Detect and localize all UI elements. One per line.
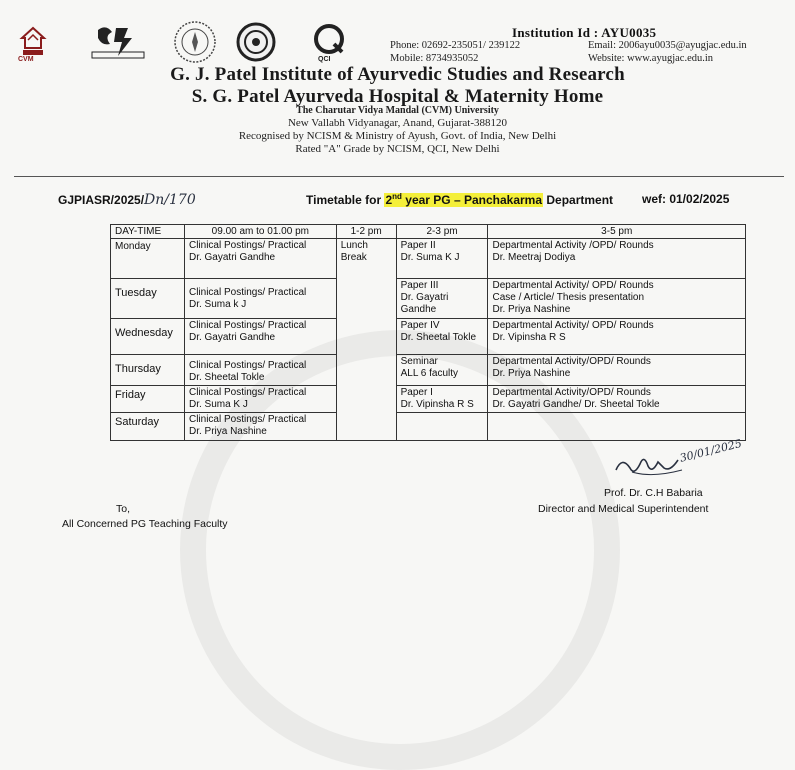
cell-text: Departmental Activity/ OPD/ Rounds	[492, 320, 654, 331]
three-five-cell	[488, 355, 746, 386]
timetable-table	[110, 224, 746, 441]
header-day-time: DAY-TIME	[111, 225, 185, 239]
three-five-cell	[488, 413, 746, 441]
cell-text: Dr. Gayatri Gandhe/ Dr. Sheetal Tokle	[492, 399, 660, 410]
cell-text: Seminar	[400, 356, 438, 367]
cell-text: Dr. Priya Nashine	[492, 304, 571, 315]
table-row	[111, 279, 746, 319]
cell-text: Clinical Postings/ Practical	[188, 387, 307, 398]
three-five-cell	[488, 239, 746, 279]
day-cell: Thursday	[111, 355, 185, 386]
three-five-cell	[488, 319, 746, 355]
cell-text: Dr. Suma K J	[188, 399, 248, 410]
timetable-title	[306, 192, 613, 207]
year-number: 2	[385, 193, 393, 207]
cell-text: Dr. Gayatri	[400, 292, 449, 303]
lunch-cell	[336, 239, 396, 441]
cell-text: Paper I	[400, 387, 433, 398]
cell-text: Dr. Vipinsha R S	[400, 399, 474, 410]
header-lunch-slot: 1-2 pm	[336, 225, 396, 239]
cell-text: Departmental Activity /OPD/ Rounds	[492, 240, 654, 251]
effective-date: wef: 01/02/2025	[642, 192, 730, 206]
cell-text: Break	[340, 252, 367, 263]
cell-text: Clinical Postings/ Practical	[188, 320, 307, 331]
three-five-cell	[488, 279, 746, 319]
morning-cell	[184, 413, 336, 441]
rating-line: Rated "A" Grade by NCISM, QCI, New Delhi	[295, 143, 500, 155]
table-row	[111, 386, 746, 413]
cell-text: Dr. Meetraj Dodiya	[492, 252, 576, 263]
cell-text: Clinical Postings/ Practical	[188, 287, 307, 298]
email-address: Email: 2006ayu0035@ayugjac.edu.in	[588, 40, 747, 51]
cell-text: Dr. Sheetal Tokle	[188, 372, 265, 383]
day-cell: Monday	[111, 239, 185, 279]
two-three-cell	[396, 279, 488, 319]
two-three-cell	[396, 355, 488, 386]
qci-logo-caption: QCI	[318, 56, 331, 63]
table-row	[111, 319, 746, 355]
day-cell: Wednesday	[111, 319, 185, 355]
header-three-five: 3-5 pm	[488, 225, 746, 239]
table-row	[111, 239, 746, 279]
ayush-emblem-logo	[88, 22, 148, 62]
signatory-name: Prof. Dr. C.H Babaria	[604, 487, 703, 499]
cell-text: Paper IV	[400, 320, 440, 331]
cell-text: Dr. Suma k J	[188, 299, 247, 310]
two-three-cell	[396, 413, 488, 441]
cvm-university-logo	[16, 24, 50, 58]
recognition-line: Recognised by NCISM & Ministry of Ayush, Govt. of India, New Delhi	[238, 130, 557, 142]
handwritten-number: Dn/170	[144, 192, 196, 208]
hospital-title: S. G. Patel Ayurveda Hospital & Maternity Home	[191, 86, 604, 107]
table-header-row	[111, 225, 746, 239]
signatory-title: Director and Medical Superintendent	[538, 503, 709, 515]
cell-text: Clinical Postings/ Practical	[188, 414, 307, 425]
reference-number	[58, 192, 196, 208]
institution-id: Institution Id : AYU0035	[512, 25, 657, 40]
to-label: To,	[116, 503, 131, 515]
cell-text: ALL 6 faculty	[400, 368, 459, 379]
cell-text: Case / Article/ Thesis presentation	[492, 292, 645, 303]
institute-title: G. J. Patel Institute of Ayurvedic Studies and Research	[170, 64, 625, 85]
morning-cell	[184, 355, 336, 386]
cell-text: Paper III	[400, 280, 439, 291]
website-url: Website: www.ayugjac.edu.in	[588, 53, 714, 64]
university-line: The Charutar Vidya Mandal (CVM) University	[296, 105, 499, 116]
table-row	[111, 413, 746, 441]
cell-text: Dr. Suma K J	[400, 252, 460, 263]
cell-text: Dr. Priya Nashine	[188, 426, 267, 437]
address-line: New Vallabh Vidyanagar, Anand, Gujarat-388120	[287, 117, 508, 129]
header-morning: 09.00 am to 01.00 pm	[184, 225, 336, 239]
day-cell: Saturday	[111, 413, 185, 441]
cell-text: Departmental Activity/ OPD/ Rounds	[492, 280, 654, 291]
two-three-cell	[396, 239, 488, 279]
cvm-logo-caption: CVM	[18, 56, 34, 63]
morning-cell	[184, 279, 336, 319]
table-row	[111, 355, 746, 386]
cell-text: Lunch	[340, 240, 368, 251]
three-five-cell	[488, 386, 746, 413]
cell-text: Gandhe	[400, 304, 437, 315]
cell-text: Clinical Postings/ Practical	[188, 240, 307, 251]
morning-cell	[184, 319, 336, 355]
nabh-logo	[236, 22, 276, 62]
header-divider	[14, 176, 784, 177]
cell-text: Dr. Priya Nashine	[492, 368, 571, 379]
highlighted-program	[384, 193, 543, 207]
two-three-cell	[396, 386, 488, 413]
header-two-three: 2-3 pm	[396, 225, 488, 239]
cell-text: Paper II	[400, 240, 436, 251]
cell-text: Departmental Activity/OPD/ Rounds	[492, 356, 651, 367]
recipients-line: All Concerned PG Teaching Faculty	[62, 518, 228, 530]
morning-cell	[184, 386, 336, 413]
cell-text: Departmental Activity/OPD/ Rounds	[492, 387, 651, 398]
day-cell: Friday	[111, 386, 185, 413]
morning-cell	[184, 239, 336, 279]
cell-text: Dr. Gayatri Gandhe	[188, 332, 276, 343]
two-three-cell	[396, 319, 488, 355]
program-name: year PG – Panchakarma	[401, 193, 543, 207]
day-cell: Tuesday	[111, 279, 185, 319]
signature-date: 30/01/2025	[678, 436, 744, 465]
cell-text: Dr. Gayatri Gandhe	[188, 252, 276, 263]
phone-number: Phone: 02692-235051/ 239122	[390, 40, 521, 51]
reference-prefix: GJPIASR/2025/	[58, 193, 145, 207]
mobile-number: Mobile: 8734935052	[390, 53, 479, 64]
cell-text: Dr. Vipinsha R S	[492, 332, 566, 343]
timetable-title-post: Department	[543, 193, 614, 207]
year-suffix: nd	[392, 192, 402, 201]
cell-text: Dr. Sheetal Tokle	[400, 332, 477, 343]
timetable-title-pre: Timetable for	[306, 193, 385, 207]
ncism-seal-logo	[172, 20, 218, 64]
cell-text: Clinical Postings/ Practical	[188, 360, 307, 371]
